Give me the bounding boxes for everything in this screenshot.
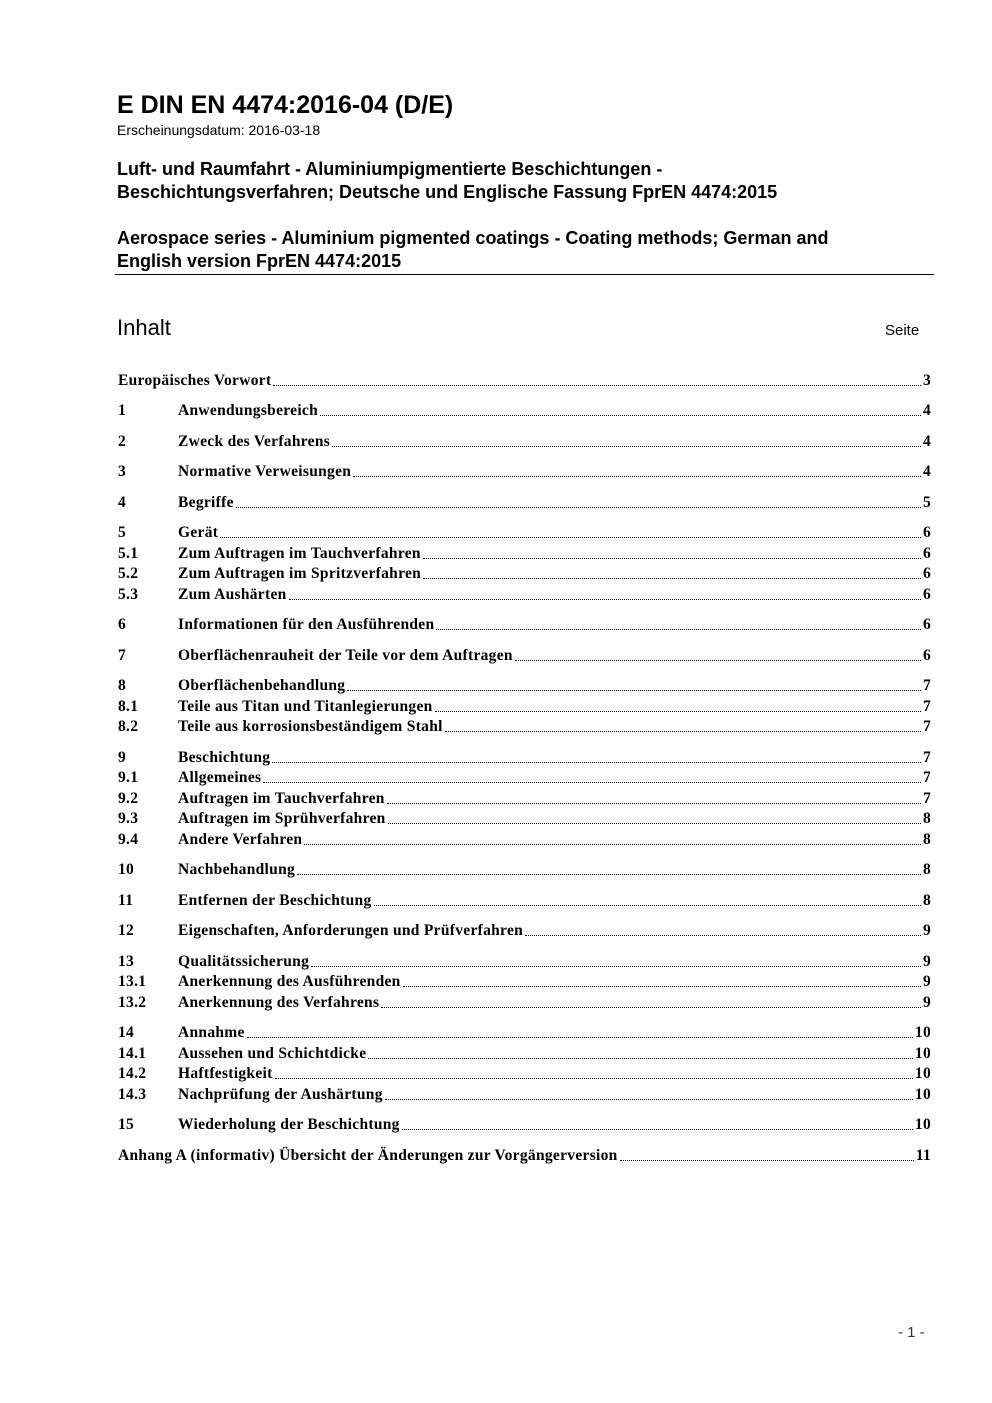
toc-entry[interactable] — [118, 1022, 931, 1043]
toc-entry[interactable] — [118, 1084, 931, 1105]
toc-entry-title: Annahme — [178, 1024, 245, 1041]
toc-entry-title: Anwendungsbereich — [178, 402, 319, 419]
toc-entry-page: 7 — [922, 790, 931, 807]
toc-entry-number: 13 — [118, 953, 135, 970]
toc-entry[interactable] — [118, 1043, 931, 1064]
toc-dot-leader — [402, 1129, 913, 1130]
toc-entry-title: Entfernen der Beschichtung — [178, 892, 372, 909]
toc-entry-number: 5.3 — [118, 586, 139, 603]
toc-entry-title: Informationen für den Ausführenden — [178, 616, 435, 633]
toc-entry-number: 12 — [118, 922, 135, 939]
toc-entry-page: 6 — [922, 647, 931, 664]
toc-entry[interactable] — [118, 890, 931, 911]
toc-dot-leader — [385, 1099, 913, 1100]
toc-entry-number: 14.2 — [118, 1065, 147, 1082]
toc-entry-page: 10 — [914, 1045, 931, 1062]
toc-entry[interactable] — [118, 370, 931, 391]
toc-dot-leader — [297, 874, 921, 875]
toc-dot-leader — [347, 690, 921, 691]
toc-entry-number: 5 — [118, 524, 127, 541]
toc-dot-leader — [515, 660, 921, 661]
toc-entry-title: Normative Verweisungen — [178, 463, 352, 480]
title-german — [117, 158, 932, 204]
toc-entry-title: Anhang A (informativ) Übersicht der Änderungen zur Vorgängerversion — [118, 1147, 618, 1164]
toc-entry-number: 8.2 — [118, 718, 139, 735]
toc-dot-leader — [320, 415, 921, 416]
toc-entry-number: 9.3 — [118, 810, 139, 827]
toc-entry-page: 10 — [914, 1116, 931, 1133]
toc-dot-leader — [220, 537, 921, 538]
toc-entry-page: 4 — [922, 433, 931, 450]
toc-dot-leader — [388, 823, 921, 824]
toc-entry-title: Begriffe — [178, 494, 234, 511]
toc-entry-page: 8 — [922, 861, 931, 878]
toc-entry[interactable] — [118, 971, 931, 992]
toc-entry-page: 6 — [922, 616, 931, 633]
toc-entry-page: 4 — [922, 402, 931, 419]
toc-entry-title: Auftragen im Sprühverfahren — [178, 810, 386, 827]
toc-entry-page: 6 — [922, 545, 931, 562]
toc-dot-leader — [353, 476, 921, 477]
toc-entry[interactable] — [118, 696, 931, 717]
toc-entry-number: 5.1 — [118, 545, 139, 562]
toc-entry[interactable] — [118, 563, 931, 584]
toc-entry-page: 8 — [922, 831, 931, 848]
toc-entry-page: 6 — [922, 586, 931, 603]
toc-entry[interactable] — [118, 716, 931, 737]
publication-date: Erscheinungsdatum: 2016-03-18 — [117, 122, 321, 138]
toc-entry-number: 11 — [118, 892, 134, 909]
toc-dot-leader — [275, 1078, 913, 1079]
toc-entry-title: Nachprüfung der Aushärtung — [178, 1086, 383, 1103]
toc-entry[interactable] — [118, 859, 931, 880]
toc-entry[interactable] — [118, 767, 931, 788]
toc-entry-title: Auftragen im Tauchverfahren — [178, 790, 385, 807]
toc-dot-leader — [332, 446, 921, 447]
toc-entry[interactable] — [118, 829, 931, 850]
toc-entry-title: Allgemeines — [178, 769, 262, 786]
toc-entry[interactable] — [118, 492, 931, 513]
toc-entry-number: 13.1 — [118, 973, 147, 990]
title-english-line-2: English version FprEN 4474:2015 — [117, 251, 402, 271]
toc-entry-number: 10 — [118, 861, 135, 878]
toc-entry[interactable] — [118, 400, 931, 421]
toc-entry-title: Anerkennung des Verfahrens — [178, 994, 380, 1011]
toc-dot-leader — [304, 844, 921, 845]
page-number: - 1 - — [898, 1324, 925, 1341]
toc-entry-title: Gerät — [178, 524, 219, 541]
toc-entry[interactable] — [118, 543, 931, 564]
toc-dot-leader — [525, 935, 921, 936]
toc-entry-page: 7 — [922, 769, 931, 786]
toc-dot-leader — [423, 558, 921, 559]
toc-dot-leader — [403, 986, 921, 987]
toc-dot-leader — [273, 385, 921, 386]
toc-entry[interactable] — [118, 992, 931, 1013]
toc-entry-page: 10 — [914, 1065, 931, 1082]
toc-entry-page: 10 — [914, 1086, 931, 1103]
toc-dot-leader — [381, 1007, 921, 1008]
toc-entry-number: 1 — [118, 402, 127, 419]
toc-entry-title: Zweck des Verfahrens — [178, 433, 331, 450]
toc-entry-number: 8 — [118, 677, 127, 694]
toc-entry-title: Teile aus Titan und Titanlegierungen — [178, 698, 433, 715]
toc-entry-number: 9.4 — [118, 831, 139, 848]
toc-entry-page: 4 — [922, 463, 931, 480]
toc-entry-page: 7 — [922, 698, 931, 715]
toc-entry-page: 7 — [922, 677, 931, 694]
toc-entry-number: 15 — [118, 1116, 135, 1133]
toc-entry[interactable] — [118, 951, 931, 972]
toc-entry[interactable] — [118, 461, 931, 482]
document-id: E DIN EN 4474:2016-04 (D/E) — [117, 91, 454, 119]
toc-dot-leader — [445, 731, 921, 732]
header-divider — [115, 274, 934, 275]
toc-entry-page: 8 — [922, 810, 931, 827]
toc-dot-leader — [368, 1058, 913, 1059]
toc-entry-number: 5.2 — [118, 565, 139, 582]
title-english — [117, 227, 932, 273]
toc-entry-number: 9.1 — [118, 769, 139, 786]
toc-entry[interactable] — [118, 645, 931, 666]
toc-entry-number: 7 — [118, 647, 127, 664]
toc-entry-title: Qualitätssicherung — [178, 953, 310, 970]
toc-entry-page: 6 — [922, 524, 931, 541]
toc-entry[interactable] — [118, 808, 931, 829]
toc-dot-leader — [263, 782, 921, 783]
toc-entry[interactable] — [118, 431, 931, 452]
toc-entry-title: Europäisches Vorwort — [118, 372, 272, 389]
toc-dot-leader — [435, 711, 921, 712]
toc-entry-number: 9.2 — [118, 790, 139, 807]
toc-entry[interactable] — [118, 788, 931, 809]
toc-entry[interactable] — [118, 522, 931, 543]
toc-entry-page: 7 — [922, 718, 931, 735]
toc-entry-page: 5 — [922, 494, 931, 511]
toc-entry-page: 9 — [922, 994, 931, 1011]
toc-entry-title: Haftfestigkeit — [178, 1065, 273, 1082]
toc-entry-page: 9 — [922, 953, 931, 970]
toc-entry-number: 13.2 — [118, 994, 147, 1011]
toc-entry[interactable] — [118, 1063, 931, 1084]
toc-entry-number: 2 — [118, 433, 127, 450]
toc-entry[interactable] — [118, 920, 931, 941]
toc-entry-number: 4 — [118, 494, 127, 511]
toc-page-column-label: Seite — [885, 322, 920, 339]
toc-entry-page: 8 — [922, 892, 931, 909]
toc-dot-leader — [311, 966, 921, 967]
toc-entry[interactable] — [118, 1145, 931, 1166]
toc-entry-number: 9 — [118, 749, 127, 766]
toc-entry-number: 6 — [118, 616, 127, 633]
toc-entry-title: Wiederholung der Beschichtung — [178, 1116, 400, 1133]
toc-entry-page: 9 — [922, 922, 931, 939]
toc-entry-title: Aussehen und Schichtdicke — [178, 1045, 367, 1062]
title-english-line-1: Aerospace series - Aluminium pigmented coatings - Coating methods; German and — [117, 228, 829, 248]
toc-entry-page: 9 — [922, 973, 931, 990]
toc-dot-leader — [423, 578, 921, 579]
toc-dot-leader — [387, 803, 921, 804]
toc-entry-page: 10 — [914, 1024, 931, 1041]
toc-entry-title: Eigenschaften, Anforderungen und Prüfverfahren — [178, 922, 524, 939]
toc-dot-leader — [272, 762, 921, 763]
toc-entry-title: Zum Aushärten — [178, 586, 287, 603]
toc-entry-page: 3 — [922, 372, 931, 389]
toc-entry-title: Anerkennung des Ausführenden — [178, 973, 401, 990]
toc-entry-number: 3 — [118, 463, 127, 480]
toc-entry[interactable] — [118, 747, 931, 768]
toc-entry-title: Zum Auftragen im Spritzverfahren — [178, 565, 422, 582]
toc-entry-title: Andere Verfahren — [178, 831, 303, 848]
toc-entry-title: Zum Auftragen im Tauchverfahren — [178, 545, 421, 562]
toc-entry[interactable] — [118, 1114, 931, 1135]
toc-dot-leader — [236, 507, 921, 508]
toc-dot-leader — [289, 599, 921, 600]
toc-heading: Inhalt — [117, 315, 171, 340]
toc-entry-title: Beschichtung — [178, 749, 271, 766]
toc-entry-title: Oberflächenbehandlung — [178, 677, 346, 694]
toc-entry-page: 6 — [922, 565, 931, 582]
title-german-line-2: Beschichtungsverfahren; Deutsche und Englische Fassung FprEN 4474:2015 — [117, 182, 778, 202]
toc-dot-leader — [247, 1037, 913, 1038]
toc-entry-title: Teile aus korrosionsbeständigem Stahl — [178, 718, 443, 735]
toc-entry[interactable] — [118, 614, 931, 635]
toc-entry-title: Nachbehandlung — [178, 861, 296, 878]
toc-entry-number: 14.1 — [118, 1045, 147, 1062]
toc-entry[interactable] — [118, 675, 931, 696]
title-german-line-1: Luft- und Raumfahrt - Aluminiumpigmentierte Beschichtungen - — [117, 159, 663, 179]
toc-entry[interactable] — [118, 584, 931, 605]
toc-entry-number: 14 — [118, 1024, 135, 1041]
toc-dot-leader — [374, 905, 921, 906]
toc-entry-number: 14.3 — [118, 1086, 147, 1103]
toc-dot-leader — [436, 629, 921, 630]
toc-dot-leader — [620, 1160, 914, 1161]
toc-entry-number: 8.1 — [118, 698, 139, 715]
toc-entry-page: 11 — [915, 1147, 931, 1164]
toc-entry-page: 7 — [922, 749, 931, 766]
toc-entry-title: Oberflächenrauheit der Teile vor dem Auftragen — [178, 647, 513, 664]
